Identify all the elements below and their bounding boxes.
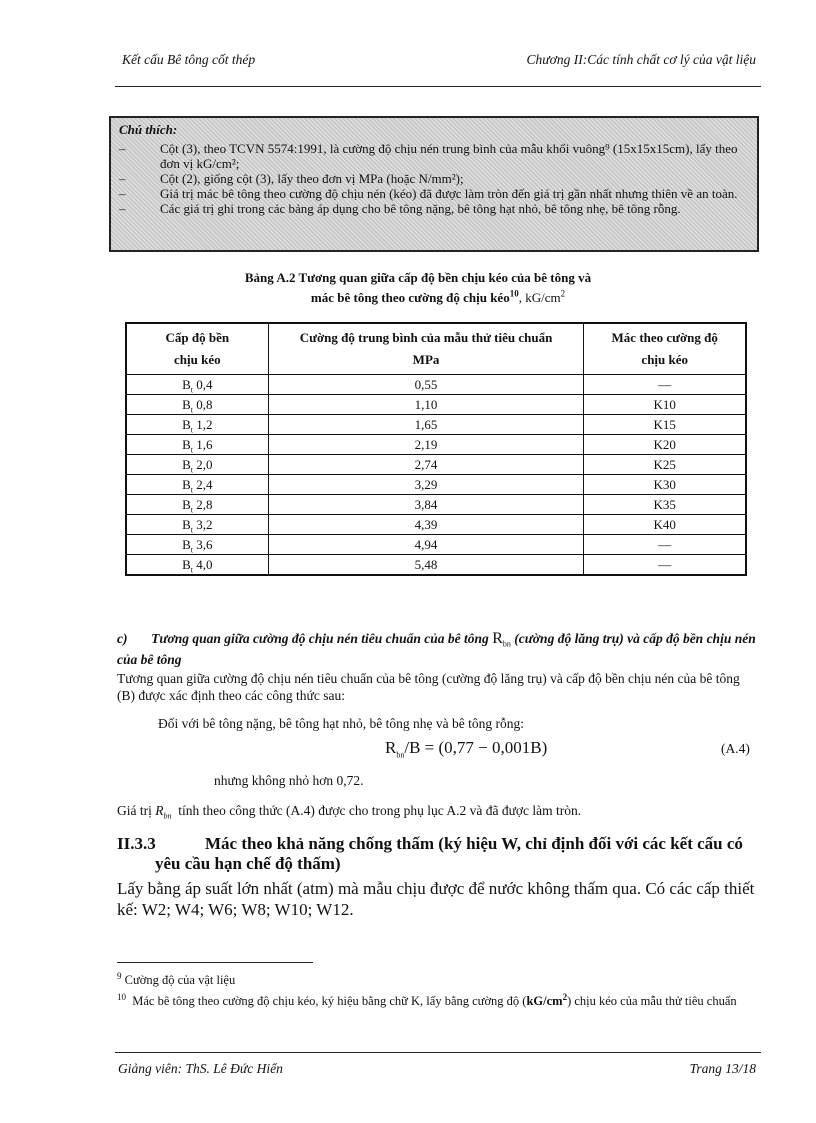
- table-row: [126, 475, 746, 495]
- cell-mark: K20: [584, 435, 746, 455]
- col-header-mark: Mác theo cường độ chịu kéo: [584, 323, 746, 375]
- cell-mark: K35: [584, 495, 746, 515]
- cell-grade: $B_t$ 3,6: [126, 535, 268, 555]
- cell-grade: $B_t$ 2,4: [126, 475, 268, 495]
- header-divider: [115, 86, 761, 87]
- note-item: [119, 141, 749, 171]
- cell-grade: $B_t$ 2,0: [126, 455, 268, 475]
- strength-table: [125, 322, 747, 576]
- cell-mark: —: [584, 535, 746, 555]
- cell-mark: K40: [584, 515, 746, 535]
- table-caption-line1: Bảng A.2 Tương quan giữa cấp độ bền chịu kéo của bê tông và: [244, 270, 592, 285]
- table-row: [126, 395, 746, 415]
- dash-bullet: –: [119, 141, 126, 156]
- section-ii33-body: Lấy bằng áp suất lớn nhất (atm) mà mẫu chịu được để nước không thấm qua. Có các cấp thiết kế: W2; W4; W6; W8; W10; W12.: [117, 879, 755, 919]
- footer-lecturer: Giảng viên: ThS. Lê Đức Hiển: [118, 1061, 283, 1076]
- section-ii33-heading: II.3.3 Mác theo khả năng chống thấm (ký hiệu W, chỉ định đối với các kết cấu có yêu cầu hạn chế độ thấm): [117, 834, 743, 873]
- note-item-text: Các giá trị ghi trong các bảng áp dụng cho bê tông nặng, bê tông hạt nhỏ, bê tông nhẹ, bê tông rỗng.: [160, 201, 681, 216]
- dash-bullet: –: [119, 171, 126, 186]
- table-row: [126, 375, 746, 395]
- formula-number: (A.4): [721, 741, 750, 756]
- col-header-grade: Cấp độ bền chịu kéo: [126, 323, 268, 375]
- cell-mark: —: [584, 375, 746, 395]
- note-item-text: Cột (3), theo TCVN 5574:1991, là cường độ chịu nén trung bình của mẫu khối vuông⁹ (15x15x15cm), lấy theo đơn vị kG/cm²;: [160, 141, 738, 171]
- footnote-10: $^{10}$ Mác bê tông theo cường độ chịu kéo, ký hiệu bằng chữ K, lấy bằng cường độ $(kG/cm^2)$ chịu kéo của mẫu thử tiêu chuẩn: [117, 991, 737, 1008]
- cell-strength: 0,55: [268, 375, 584, 395]
- cell-mark: K25: [584, 455, 746, 475]
- note-title: Chú thích:: [119, 122, 178, 137]
- table-row: [126, 495, 746, 515]
- note-item: [119, 201, 749, 216]
- cell-grade: $B_t$ 0,4: [126, 375, 268, 395]
- cell-strength: 3,29: [268, 475, 584, 495]
- cell-grade: $B_t$ 2,8: [126, 495, 268, 515]
- cell-grade: $B_t$ 0,8: [126, 395, 268, 415]
- note-box: [109, 116, 759, 252]
- cell-mark: K30: [584, 475, 746, 495]
- cell-mark: K10: [584, 395, 746, 415]
- header-course-title: Kết cấu Bê tông cốt thép: [122, 52, 256, 67]
- table-row: [126, 455, 746, 475]
- table-row: [126, 515, 746, 535]
- footnote-divider: [117, 962, 313, 963]
- cell-strength: 1,65: [268, 415, 584, 435]
- cell-grade: $B_t$ 1,6: [126, 435, 268, 455]
- table-header-row: [126, 323, 746, 375]
- cell-strength: 4,39: [268, 515, 584, 535]
- paragraph-rbn-note: Giá trị $R_{bn}$ tính theo công thức (A.4) được cho trong phụ lục A.2 và đã được làm tròn.: [117, 803, 582, 821]
- paragraph-intro: Tương quan giữa cường độ chịu nén tiêu chuẩn của bê tông (cường độ lăng trụ) và cấp độ bền chịu nén của bê tông (B) được xác định theo các công thức sau:: [117, 671, 740, 703]
- cell-strength: 2,74: [268, 455, 584, 475]
- dash-bullet: –: [119, 201, 126, 216]
- table-row: [126, 555, 746, 576]
- note-item: [119, 171, 749, 186]
- cell-strength: 2,19: [268, 435, 584, 455]
- cell-strength: 3,84: [268, 495, 584, 515]
- table-row: [126, 535, 746, 555]
- paragraph-min-value: nhưng không nhỏ hơn 0,72.: [214, 773, 364, 788]
- dash-bullet: –: [119, 186, 126, 201]
- cell-grade: $B_t$ 3,2: [126, 515, 268, 535]
- cell-grade: $B_t$ 1,2: [126, 415, 268, 435]
- header-chapter-title: Chương II:Các tính chất cơ lý của vật liệu: [526, 52, 756, 67]
- table-row: [126, 415, 746, 435]
- table-row: [126, 435, 746, 455]
- note-item-text: Cột (2), giống cột (3), lấy theo đơn vị MPa (hoặc N/mm²);: [160, 171, 464, 186]
- cell-strength: 4,94: [268, 535, 584, 555]
- footer-page-number: Trang 13/18: [689, 1061, 756, 1076]
- paragraph-concrete-types: Đối với bê tông nặng, bê tông hạt nhỏ, bê tông nhẹ và bê tông rỗng:: [158, 716, 524, 731]
- col-header-strength: Cường độ trung bình của mẫu thử tiêu chuẩn MPa: [268, 323, 584, 375]
- cell-grade: $B_t$ 4,0: [126, 555, 268, 576]
- table-caption-line2: mác bê tông theo cường độ chịu kéo$^{10}$, $kG/cm^2$: [310, 288, 566, 305]
- footer-divider: [115, 1052, 761, 1053]
- section-c-heading: c) Tương quan giữa cường độ chịu nén tiêu chuẩn của bê tông $R_{bn}$ (cường độ lăng trụ) và cấp độ bền chịu nén của bê tông: [117, 630, 756, 667]
- table-body: [126, 375, 746, 576]
- cell-strength: 1,10: [268, 395, 584, 415]
- cell-strength: 5,48: [268, 555, 584, 576]
- note-item: [119, 186, 749, 201]
- cell-mark: —: [584, 555, 746, 576]
- formula-a4: $R_{bn}/B = (0,77 - 0,001B)$: [385, 738, 548, 760]
- footnote-9: $^9$ Cường độ của vật liệu: [117, 970, 236, 987]
- note-item-text: Giá trị mác bê tông theo cường độ chịu nén (kéo) đã được làm tròn đến giá trị gần nhất nhưng thiên về an toàn.: [160, 186, 738, 201]
- cell-mark: K15: [584, 415, 746, 435]
